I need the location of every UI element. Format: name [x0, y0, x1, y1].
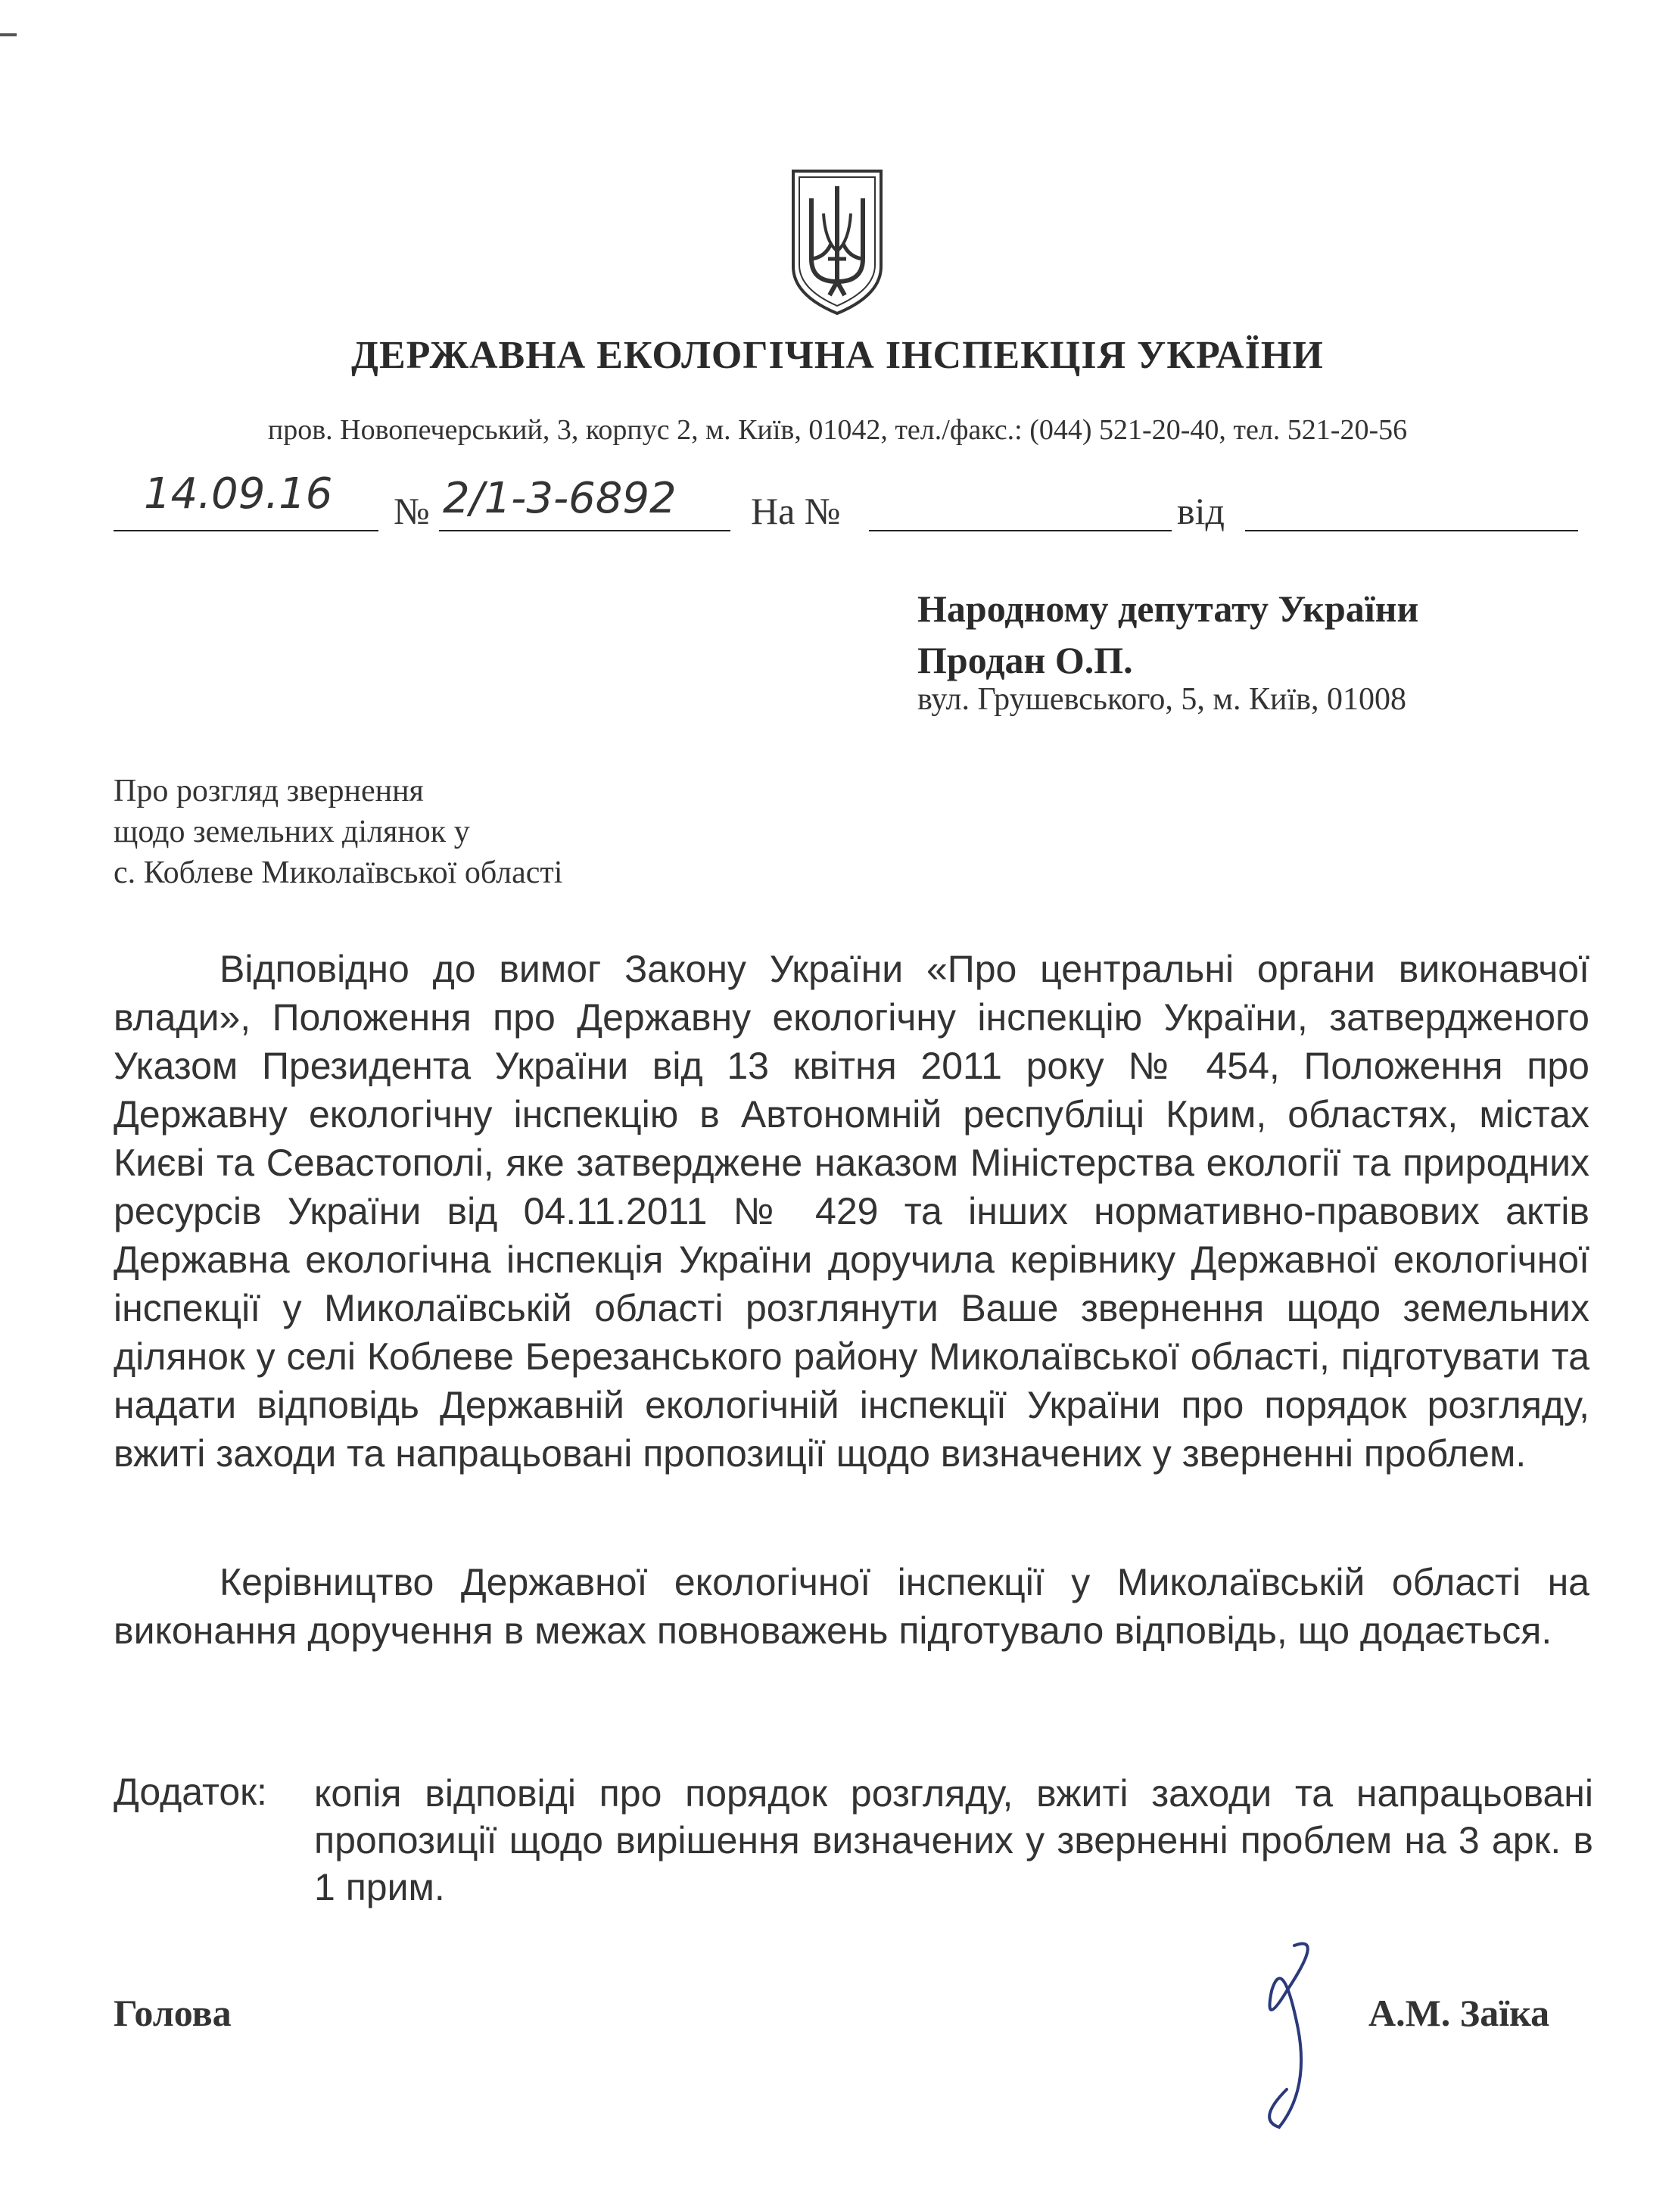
body-paragraph-2: Керівництво Державної екологічної інспекції у Миколаївській області на виконання доручення в межах повноважень підготувало відповідь, що додається. [114, 1561, 1589, 1652]
body-paragraph-1: Відповідно до вимог Закону України «Про центральні органи виконавчої влади», Положення про Державну екологічну інспекцію України, затвердженого Указом Президента України від 13 квітня 2011 року № 454, Положення про Державну екологічну інспекцію в Автономній республіці Крим, областях, містах Києві та Севастополі, яке затверджене наказом Міністерства екології та природних ресурсів України від 04.11.2011 № 429 та інших нормативно-правових актів Державна екологічна інспекція України доручила керівнику Державної екологічної інспекції у Миколаївській області розглянути Ваше звернення щодо земельних ділянок у селі Коблеве Березанського району Миколаївської області, підготувати та надати відповідь Державній екологічній інспекції України про порядок розгляду, вжиті заходи та напрацьовані пропозиції щодо визначених у зверненні проблем. [114, 948, 1589, 1475]
subject-block [114, 771, 562, 893]
from-label: від [1177, 490, 1225, 532]
signatory-name: А.М. Заїка [1368, 1992, 1550, 2034]
reply-to-label: На № [751, 490, 841, 532]
subject-line: с. Коблеве Миколаївської області [114, 855, 563, 890]
signatory-role: Голова [114, 1992, 232, 2034]
outgoing-date: 14.09.16 [144, 469, 333, 519]
date-underline [114, 530, 378, 531]
recipient-title: Народному депутату України [917, 587, 1419, 630]
recipient-block [917, 583, 1418, 686]
recipient-name: Продан О.П. [917, 639, 1133, 681]
outgoing-number: 2/1-3-6892 [443, 474, 677, 523]
subject-line: Про розгляд звернення [114, 774, 424, 808]
organization-title: ДЕРЖАВНА ЕКОЛОГІЧНА ІНСПЕКЦІЯ УКРАЇНИ [351, 334, 1324, 377]
scan-mark [0, 33, 17, 36]
reply-date-line [1245, 530, 1578, 531]
recipient-address: вул. Грушевського, 5, м. Київ, 01008 [917, 682, 1406, 717]
coat-of-arms-icon [789, 168, 886, 316]
reply-number-line [869, 530, 1172, 531]
number-underline [439, 530, 730, 531]
handwritten-signature-icon [1241, 1938, 1362, 2135]
number-label: № [394, 490, 430, 532]
attachment-label: Додаток: [114, 1771, 267, 1813]
subject-line: щодо земельних ділянок у [114, 815, 470, 849]
attachment-text: копія відповіді про порядок розгляду, вжиті заходи та напрацьовані пропозиції щодо вирішення визначених у зверненні проблем на 3 арк. в 1 прим. [314, 1772, 1593, 1908]
organization-address: пров. Новопечерський, 3, корпус 2, м. Київ, 01042, тел./факс.: (044) 521-20-40, тел. 521-20-56 [267, 414, 1408, 446]
